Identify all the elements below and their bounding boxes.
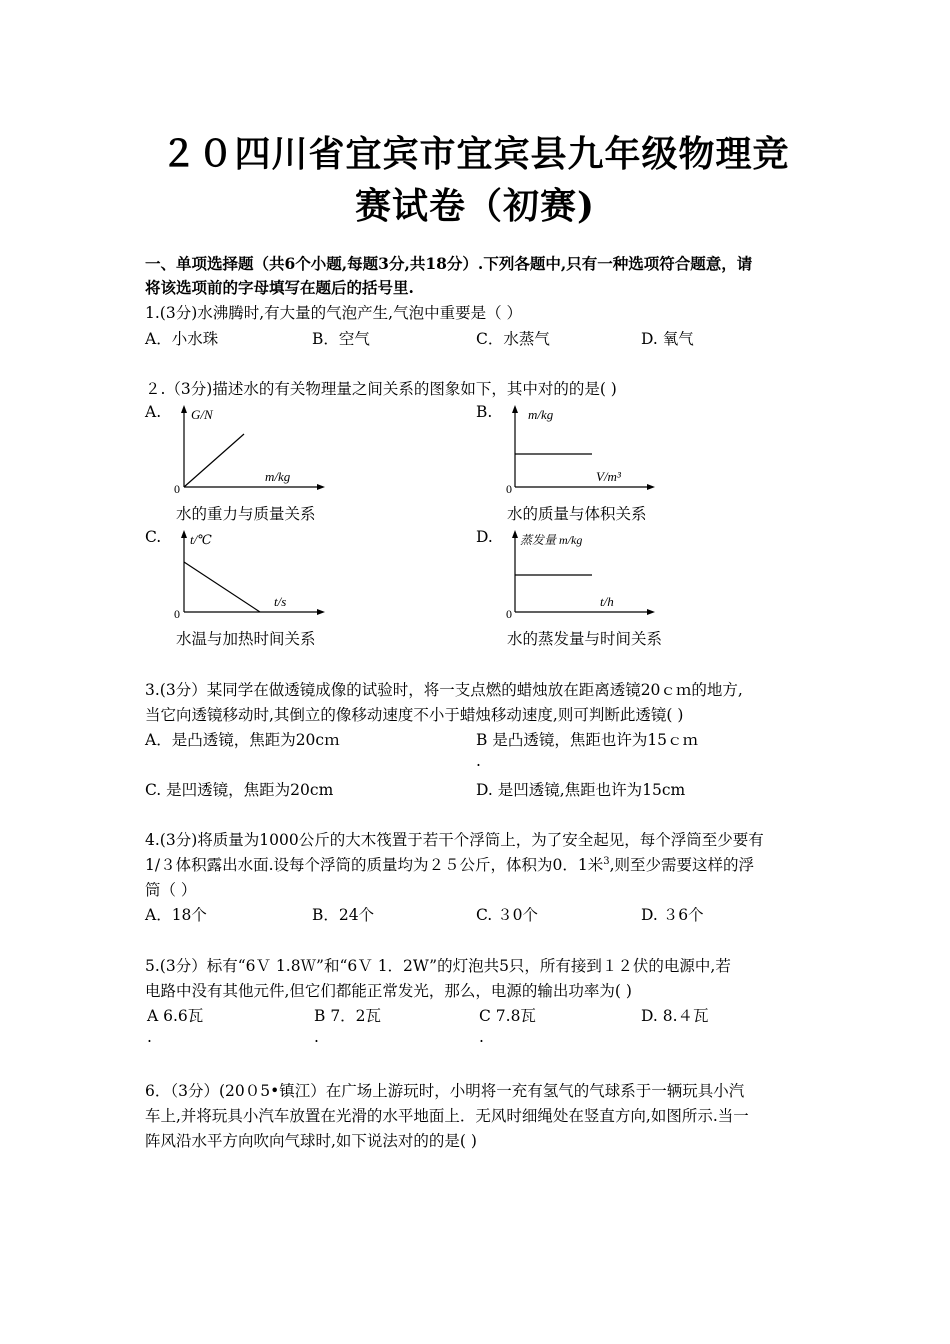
- graph-d-origin: 0: [506, 607, 512, 621]
- section-instructions-line1: 一、单项选择题（共6个小题,每题3分,共18分）.下列各题中,只有一种选项符合题意，请: [145, 254, 753, 273]
- q2-graph-a-letter: A.: [145, 403, 162, 421]
- q1-option-d: D. 氧气: [641, 330, 694, 348]
- q2-graph-a: [170, 403, 330, 498]
- q5-option-d: D. 8.４瓦: [641, 1007, 709, 1025]
- q3-stem-line1: 3.(3分）某同学在做透镜成像的试验时，将一支点燃的蜡烛放在距离透镜20ｃｍ的地方,: [145, 681, 743, 699]
- q5-stem-line1: 5.(3分）标有“6Ｖ 1.8Ｗ”和“6Ｖ 1．2W”的灯泡共5只，所有接到１２伏的电源中,若: [145, 957, 731, 975]
- q1-stem: 1.(3分)水沸腾时,有大量的气泡产生,气泡中重要是（ ）: [145, 304, 523, 322]
- q2-graph-d: [500, 528, 660, 623]
- q2-graph-c-caption: 水温与加热时间关系: [176, 630, 316, 648]
- q1-option-b: B．空气: [312, 330, 370, 348]
- q5-option-a-dot: .: [147, 1028, 152, 1046]
- q2-stem: ２.（3分)描述水的有关物理量之间关系的图象如下，其中对的的是( ): [145, 380, 617, 398]
- graph-a-ylabel: G/N: [191, 407, 213, 422]
- q6-stem-line1: 6．（3分）(20０5•镇江）在广场上游玩时，小明将一充有氢气的气球系于一辆玩具小汽: [145, 1082, 745, 1100]
- q2-graph-c-letter: C.: [145, 528, 162, 546]
- graph-b-origin: 0: [506, 482, 512, 496]
- q5-option-c: C 7.8瓦: [479, 1007, 536, 1025]
- q4-option-b: B．24个: [312, 906, 375, 924]
- q4-option-c: C. ３0个: [476, 906, 539, 924]
- graph-a-origin: 0: [174, 482, 180, 496]
- graph-d-ylabel: 蒸发量 m/kg: [520, 533, 583, 547]
- q3-stem-line2: 当它向透镜移动时,其倒立的像移动速度不小于蜡烛移动速度,则可判断此透镜( ): [145, 706, 684, 724]
- graph-c-xlabel: t/s: [274, 594, 287, 609]
- q4-stem-line2-a: 1/３体积露出水面.设每个浮筒的质量均为２５公斤，体积为0．1米: [145, 856, 604, 874]
- q3-option-c: C. 是凹透镜，焦距为20cm: [145, 781, 334, 799]
- q4-stem-line2: [145, 853, 754, 875]
- q3-option-b: B 是凸透镜，焦距也许为15ｃｍ: [476, 731, 699, 749]
- doc-title-line1: ２０四川省宜宾市宜宾县九年级物理竞: [160, 133, 790, 175]
- graph-b-xlabel: V/m³: [596, 469, 621, 484]
- graph-a-line: [184, 434, 244, 487]
- q5-stem-line2: 电路中没有其他元件,但它们都能正常发光，那么，电源的输出功率为( ): [145, 982, 632, 1000]
- q6-stem-line3: 阵风沿水平方向吹向气球时,如下说法对的的是( ): [145, 1132, 477, 1150]
- q3-option-b-dot: .: [476, 752, 481, 770]
- q3-option-a: A．是凸透镜，焦距为20cｍ: [145, 731, 340, 749]
- q5-option-c-dot: .: [479, 1028, 484, 1046]
- q4-option-d: D. ３6个: [641, 906, 704, 924]
- q4-stem-line2-b: ,则至少需要这样的浮: [609, 856, 755, 874]
- q5-option-b-dot: .: [314, 1028, 319, 1046]
- q5-option-b: B 7．2瓦: [314, 1007, 382, 1025]
- q2-graph-b-caption: 水的质量与体积关系: [507, 505, 647, 523]
- q2-graph-b: [500, 403, 660, 498]
- graph-d-xlabel: t/h: [600, 594, 614, 609]
- graph-c-origin: 0: [174, 607, 180, 621]
- q2-graph-d-caption: 水的蒸发量与时间关系: [507, 630, 663, 648]
- q4-stem-line1: 4.(3分)将质量为1000公斤的大木筏置于若干个浮筒上，为了安全起见，每个浮筒至少要有: [145, 831, 764, 849]
- graph-c-ylabel: t/℃: [190, 532, 212, 547]
- q2-graph-a-caption: 水的重力与质量关系: [176, 505, 316, 523]
- q3-option-d: D. 是凹透镜,焦距也许为15cm: [476, 781, 686, 799]
- graph-b-ylabel: m/kg: [528, 407, 554, 422]
- graph-a-xlabel: m/kg: [265, 469, 291, 484]
- section-instructions-line2: 将该选项前的字母填写在题后的括号里.: [145, 278, 414, 297]
- doc-title-line2: 赛试卷（初赛): [354, 185, 596, 227]
- q4-option-a: A．18个: [145, 906, 207, 924]
- q2-graph-d-letter: D.: [476, 528, 493, 546]
- graph-c-line: [184, 562, 260, 612]
- q5-option-a: A 6.6瓦: [147, 1007, 204, 1025]
- q2-graph-c: [170, 528, 330, 623]
- q4-stem-line3: 筒（ ）: [145, 881, 197, 899]
- q1-option-c: C．水蒸气: [476, 330, 550, 348]
- q1-option-a: A．小水珠: [145, 330, 219, 348]
- q2-graph-b-letter: B.: [476, 403, 493, 421]
- q4-stem-line2-sup: 3: [603, 855, 610, 867]
- q6-stem-line2: 车上,并将玩具小汽车放置在光滑的水平地面上．无风时细绳处在竖直方向,如图所示.当一: [145, 1107, 749, 1125]
